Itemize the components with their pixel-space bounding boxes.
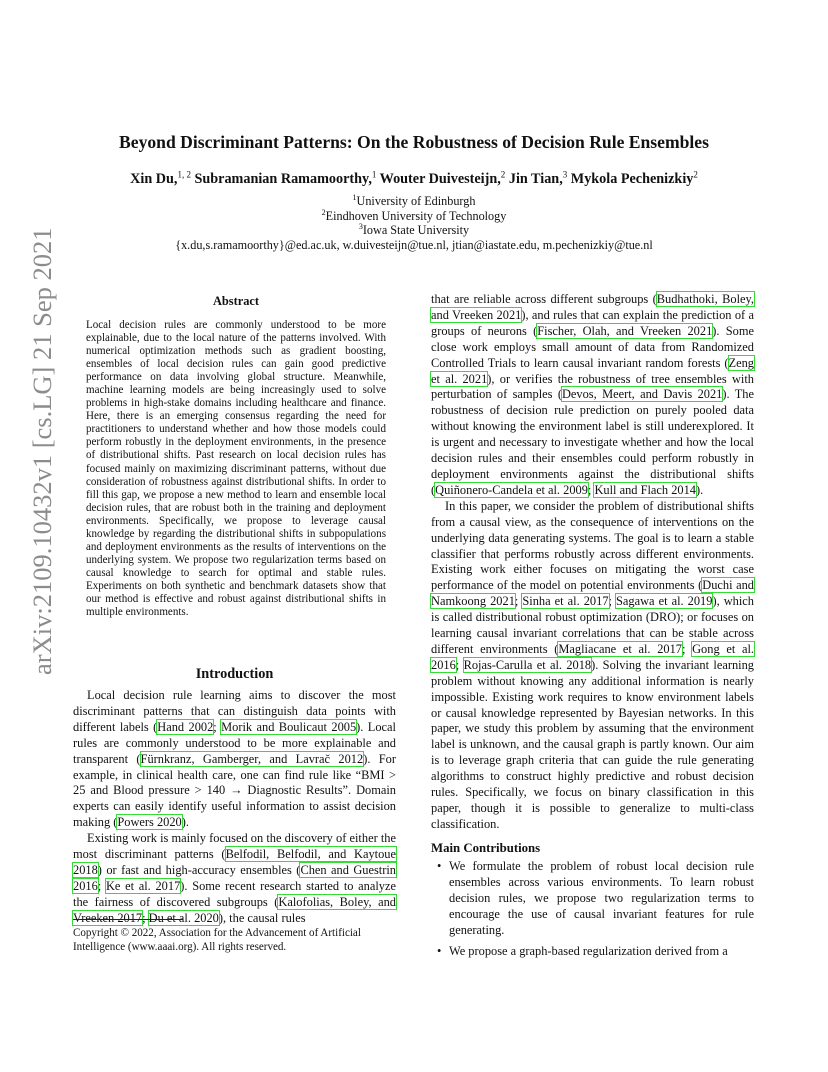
- citation-link[interactable]: Gong et al. 2016: [431, 641, 754, 672]
- footnote-divider: [73, 919, 183, 920]
- citation-link[interactable]: Sagawa et al. 2019: [616, 594, 713, 609]
- citation-link[interactable]: Zeng et al. 2021: [431, 355, 754, 386]
- affiliation-line: [40, 194, 788, 209]
- bullet-icon: •: [437, 859, 442, 873]
- citation-link[interactable]: Devos, Meert, and Davis 2021: [561, 387, 723, 402]
- citation-link[interactable]: Du et al. 2020: [148, 910, 219, 925]
- citation-link[interactable]: Hand 2002: [157, 719, 214, 734]
- author-name: Wouter Duivesteijn,: [379, 171, 501, 187]
- author-name: Subramanian Ramamoorthy,: [194, 171, 372, 187]
- citation-link[interactable]: Rojas-Carulla et al. 2018: [463, 657, 592, 672]
- affiliation-marker: 1: [352, 192, 357, 202]
- intro-paragraph-1: Local decision rule learning aims to discover the most discriminant patterns that can distinguish data points with different labels (Hand 2002; Morik and Boulicaut 2005). Local rules are commonly understood to be more explainable and transparent (Fürnkranz, Gamberger, and Lavrač 2012). For example, in clinical health care, one can find rule like “BMI > 25 and Blood pressure > 140 → Diagnostic Results”. Domain experts can easily identify useful information to assist decision making (Powers 2020).: [73, 688, 397, 830]
- citation-link[interactable]: Quiñonero-Candela et al. 2009: [435, 482, 588, 497]
- affiliation-marker: 2: [321, 207, 326, 217]
- affiliation-name: Iowa State University: [362, 223, 470, 238]
- affiliation-line: [40, 223, 788, 238]
- contribution-text: We propose a graph-based regularization derived from a: [449, 943, 728, 958]
- introduction-heading: Introduction: [195, 666, 274, 682]
- author-affiliation-marker: 1, 2: [177, 169, 191, 180]
- citation-link[interactable]: Powers 2020: [117, 815, 182, 830]
- contribution-item: [431, 859, 754, 939]
- affiliations: [40, 194, 788, 252]
- citation-link[interactable]: Magliacane et al. 2017: [558, 641, 682, 656]
- abstract-heading: Abstract: [212, 294, 260, 308]
- affiliation-marker: 3: [358, 222, 363, 232]
- abstract-body: Local decision rules are commonly understood to be more explainable, due to the local nature of the patterns involved. With numerical optimization methods such as gradient boosting, ensembles of local decision rules can gain good predictive performance on data involving global structure. Meanwhile, machine learning models are being increasingly used to solve problems in high-stake domains including healthcare and finance. Here, there is an emerging consensus regarding the need for practitioners to understand whether and how those models could perform robustly in the deployment environments, in the presence of distributional shifts. Past research on local decision rules has focused mainly on maximizing discriminant patterns, without due consideration of robustness against distributional shifts. In order to fill this gap, we propose a new method to learn and ensemble local decision rules, that are robust both in the training and deployment environments. Specifically, we propose to leverage causal knowledge by regarding the distributional shifts in subpopulations and deployment environments as the results of interventions on the underlying system. We propose two regularization terms based on causal knowledge to search for optimal and stable rules. Experiments on both synthetic and benchmark datasets show that our method is effective and robust against distributional shifts in multiple environments.: [86, 319, 386, 619]
- introduction-right-column: [431, 292, 754, 833]
- citation-link[interactable]: Duchi and Namkoong 2021: [431, 578, 754, 609]
- affiliation-name: University of Edinburgh: [356, 194, 476, 208]
- citation-link[interactable]: Kull and Flach 2014: [594, 482, 696, 497]
- citation-link[interactable]: Budhathoki, Boley, and Vreeken 2021: [431, 292, 754, 322]
- right-paragraph-1: that are reliable across different subgroups (Budhathoki, Boley, and Vreeken 2021), and rules that can explain the prediction of a groups of neurons (Fischer, Olah, and Vreeken 2021). Some close work employs small amount of data from Randomized Controlled Trials to learn causal invariant random forests (Zeng et al. 2021), or verifies the robustness of tree ensembles with perturbation of samples (Devos, Meert, and Davis 2021). The robustness of decision rule prediction on purely pooled data without knowing the environment label is still underexplored. It is urgent and necessary to investigate whether and how the local decision rules and their ensembles could perform robustly in deployment environments against the distributional shifts (Quiñonero-Candela et al. 2009; Kull and Flach 2014).: [431, 292, 754, 497]
- introduction-left-column: [73, 688, 396, 927]
- citation-link[interactable]: Chen and Guestrin 2016: [73, 862, 396, 893]
- author-affiliation-marker: 1: [371, 169, 377, 180]
- author-list: [40, 169, 788, 189]
- copyright-footnote: Copyright © 2022, Association for the Advancement of Artificial Intelligence (www.aaai.org). All rights reserved.: [73, 927, 361, 954]
- intro-paragraph-2: Existing work is mainly focused on the discovery of either the most discriminant patterns (Belfodil, Belfodil, and Kaytoue 2018) or fast and high-accuracy ensembles (Chen and Guestrin 2016; Ke et al. 2017). Some recent research started to analyze the fairness of discovered subgroups (Kalofolias, Boley, and Vreeken 2017; Du et al. 2020), the causal rules: [73, 831, 397, 925]
- citation-link[interactable]: Belfodil, Belfodil, and Kaytoue 2018: [73, 847, 397, 877]
- citation-link[interactable]: Morik and Boulicaut 2005: [221, 719, 357, 734]
- affiliation-line: [40, 209, 788, 224]
- author-name: Jin Tian,: [508, 171, 563, 187]
- paper-title: Beyond Discriminant Patterns: On the Robustness of Decision Rule Ensembles: [119, 132, 709, 152]
- citation-link[interactable]: Kalofolias, Boley, and Vreeken 2017: [73, 894, 396, 925]
- author-emails: {x.du,s.ramamoorthy}@ed.ac.uk, w.duivesteijn@tue.nl, jtian@iastate.edu, m.pechenizkiy@tue.nl: [175, 237, 653, 252]
- citation-link[interactable]: Ke et al. 2017: [105, 878, 181, 893]
- arxiv-identifier: arXiv:2109.10432v1 [cs.LG] 21 Sep 2021: [27, 227, 57, 675]
- contributions-list: [431, 859, 754, 964]
- author-affiliation-marker: 3: [562, 169, 568, 180]
- author-name: Xin Du,: [130, 171, 178, 187]
- citation-link[interactable]: Fürnkranz, Gamberger, and Lavrač 2012: [140, 751, 364, 766]
- bullet-icon: •: [437, 943, 442, 958]
- citation-link[interactable]: Fischer, Olah, and Vreeken 2021: [537, 323, 713, 338]
- main-contributions-heading: Main Contributions: [431, 841, 541, 855]
- citation-link[interactable]: Sinha et al. 2017: [522, 594, 609, 609]
- right-paragraph-2: In this paper, we consider the problem of distributional shifts from a causal view, as the consequence of interventions on the underlying data generating systems. The goal is to learn a stable classifier that performs robustly across different environments. Existing work either focuses on mitigating the worst case performance of the model on potential environments (Duchi and Namkoong 2021; Sinha et al. 2017; Sagawa et al. 2019), which is called distributional robust optimization (DRO); or focuses on learning causal invariant correlations that can be stable across different environments (Magliacane et al. 2017; Gong et al. 2016; Rojas-Carulla et al. 2018). Solving the invariant learning problem without knowing any additional information is nearly impossible. Existing work requires to know environment labels or causal knowledge represented by Bayesian networks. In this paper, we study this problem by assuming that the environment label is unknown, and the causal graph is partly known. Our aim is to leverage graph criteria that can guide the rule generating algorithms to construct highly predictive and robust decision rules. Specifically, we focus on binary classification in this paper, though it is possible to generalize to multi-class classification.: [431, 498, 755, 831]
- author-affiliation-marker: 2: [693, 169, 698, 180]
- contribution-item: [431, 944, 754, 960]
- contribution-text: We formulate the problem of robust local decision rule ensembles across various environments. To learn robust decision rules, we propose two regularization terms to encourage the use of causal invariant features for rule generating.: [449, 859, 754, 937]
- author-name: Mykola Pechenizkiy: [570, 171, 694, 187]
- author-affiliation-marker: 2: [500, 169, 506, 180]
- affiliation-name: Eindhoven University of Technology: [325, 208, 507, 223]
